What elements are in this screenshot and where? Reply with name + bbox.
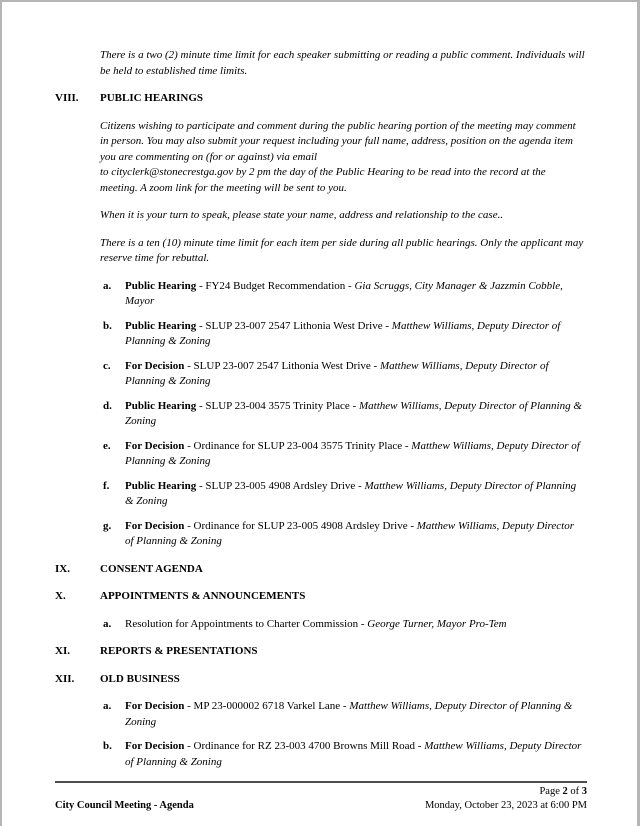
item-text xyxy=(125,479,585,510)
item-letter: b. xyxy=(103,319,112,332)
item-text xyxy=(125,739,585,770)
item-presenter: Matthew Williams, Deputy Director of Planning & Zoning xyxy=(125,519,575,547)
section-heading-public-hearings xyxy=(55,91,585,107)
item-type: For Decision xyxy=(125,519,185,532)
agenda-item-viii-g xyxy=(103,519,585,550)
item-subject: - SLUP 23-007 2547 Lithonia West Drive - xyxy=(184,359,380,372)
item-text xyxy=(125,699,585,730)
item-text xyxy=(125,439,585,470)
item-presenter: Matthew Williams, Deputy Director of Planning & Zoning xyxy=(125,479,577,507)
item-presenter: Matthew Williams, Deputy Director of Planning & Zoning xyxy=(125,740,582,768)
item-subject: - SLUP 23-004 3575 Trinity Place - xyxy=(196,399,359,412)
footer-row xyxy=(55,799,587,812)
agenda-item-viii-a xyxy=(103,279,585,310)
agenda-item-viii-d xyxy=(103,399,585,430)
footer-rule xyxy=(55,781,587,783)
section-heading-consent-agenda xyxy=(55,562,585,578)
item-letter: a. xyxy=(103,617,112,630)
item-presenter: Matthew Williams, Deputy Director of Planning & Zoning xyxy=(125,439,580,467)
item-type: Public Hearing xyxy=(125,279,197,292)
speaker-time-limit-note: There is a two (2) minute time limit for each speaker submitting or reading a public comment. Individuals will be held to established time limits. xyxy=(100,49,585,77)
item-subject: - SLUP 23-007 2547 Lithonia West Drive - xyxy=(196,319,392,332)
item-type: Public Hearing xyxy=(125,319,197,332)
item-type: For Decision xyxy=(125,740,185,752)
agenda-item-x-a xyxy=(103,617,585,633)
item-letter: d. xyxy=(103,399,112,412)
item-letter: a. xyxy=(103,700,112,712)
agenda-item-viii-c xyxy=(103,359,585,390)
meeting-datetime: Monday, October 23, 2023 at 6:00 PM xyxy=(424,800,587,811)
section-numeral: X. xyxy=(55,590,66,602)
page-indicator xyxy=(55,785,587,798)
item-text xyxy=(125,319,585,350)
item-letter: c. xyxy=(103,359,111,372)
agenda-item-xii-a xyxy=(103,699,585,730)
item-type: For Decision xyxy=(125,700,185,712)
page-number: 2 xyxy=(562,786,568,797)
item-subject: - Ordinance for RZ 23-003 4700 Browns Mill Road - xyxy=(184,740,425,752)
item-text xyxy=(125,617,585,633)
item-subject: - MP 23-000002 6718 Varkel Lane - xyxy=(184,700,350,712)
item-presenter: Matthew Williams, Deputy Director of Planning & Zoning xyxy=(125,399,582,427)
section-numeral: VIII. xyxy=(55,92,79,104)
page-footer xyxy=(55,781,587,812)
item-text xyxy=(125,279,585,310)
item-presenter: George Turner, Mayor Pro-Tem xyxy=(367,617,507,630)
document-title: City Council Meeting - Agenda xyxy=(55,800,194,811)
section-title: OLD BUSINESS xyxy=(100,672,180,685)
item-text xyxy=(125,519,585,550)
item-subject: - Ordinance for SLUP 23-005 4908 Ardsley Drive - xyxy=(184,519,417,532)
item-presenter: Matthew Williams, Deputy Director of Planning & Zoning xyxy=(125,319,561,347)
section-heading-reports xyxy=(55,644,585,660)
section-numeral: XI. xyxy=(55,645,70,657)
of-word: of xyxy=(567,786,582,797)
item-subject: - FY24 Budget Recommendation - xyxy=(196,279,355,292)
item-type: Public Hearing xyxy=(125,399,197,412)
agenda-item-viii-b xyxy=(103,319,585,350)
section-title: REPORTS & PRESENTATIONS xyxy=(100,645,258,657)
hearing-time-limit-note: There is a ten (10) minute time limit for each item per side during all public hearings. Only the applicant may reserve time for rebuttal. xyxy=(100,236,584,264)
page-total: 3 xyxy=(581,786,587,797)
speak-instructions: When it is your turn to speak, please state your name, address and relationship to the case.. xyxy=(100,209,504,221)
section-title: CONSENT AGENDA xyxy=(100,562,203,575)
item-letter: a. xyxy=(103,279,112,292)
item-subject: Resolution for Appointments to Charter Commission - xyxy=(125,617,368,630)
item-type: Public Hearing xyxy=(125,479,197,492)
section-heading-appointments xyxy=(55,589,585,605)
item-presenter: Matthew Williams, Deputy Director of Planning & Zoning xyxy=(125,700,573,728)
section-numeral: XII. xyxy=(55,672,75,685)
instructions-line-a: Citizens wishing to participate and comment during the public hearing portion of the meeting may comment in person. You may also submit your request including your full name, address, position on the agenda item you are commenting on (for or against) via email xyxy=(100,119,576,163)
agenda-item-viii-e xyxy=(103,439,585,470)
agenda-item-xii-b xyxy=(103,739,585,770)
item-letter: b. xyxy=(103,740,112,752)
section-title: PUBLIC HEARINGS xyxy=(100,92,203,104)
agenda-document-body xyxy=(55,48,585,779)
public-hearing-instructions xyxy=(100,119,585,197)
item-text xyxy=(125,399,585,430)
item-letter: g. xyxy=(103,519,112,532)
item-letter: e. xyxy=(103,439,111,452)
page-word: Page xyxy=(539,786,563,797)
section-title: APPOINTMENTS & ANNOUNCEMENTS xyxy=(100,590,306,602)
section-heading-old-business xyxy=(55,672,585,688)
agenda-item-viii-f xyxy=(103,479,585,510)
item-subject: - Ordinance for SLUP 23-004 3575 Trinity Place - xyxy=(184,439,412,452)
item-presenter: Gia Scruggs, City Manager & Jazzmin Cobble, Mayor xyxy=(125,279,563,307)
item-type: For Decision xyxy=(125,439,185,452)
item-subject: - SLUP 23-005 4908 Ardsley Drive - xyxy=(196,479,365,492)
item-type: For Decision xyxy=(125,359,185,372)
item-text xyxy=(125,359,585,390)
item-presenter: Matthew Williams, Deputy Director of Planning & Zoning xyxy=(125,359,549,387)
section-numeral: IX. xyxy=(55,562,70,575)
item-letter: f. xyxy=(103,479,110,492)
instructions-line-b: to cityclerk@stonecrestga.gov by 2 pm the day of the Public Hearing to be read into the record at the meeting. A zoom link for the meeting will be sent to you. xyxy=(100,166,546,194)
